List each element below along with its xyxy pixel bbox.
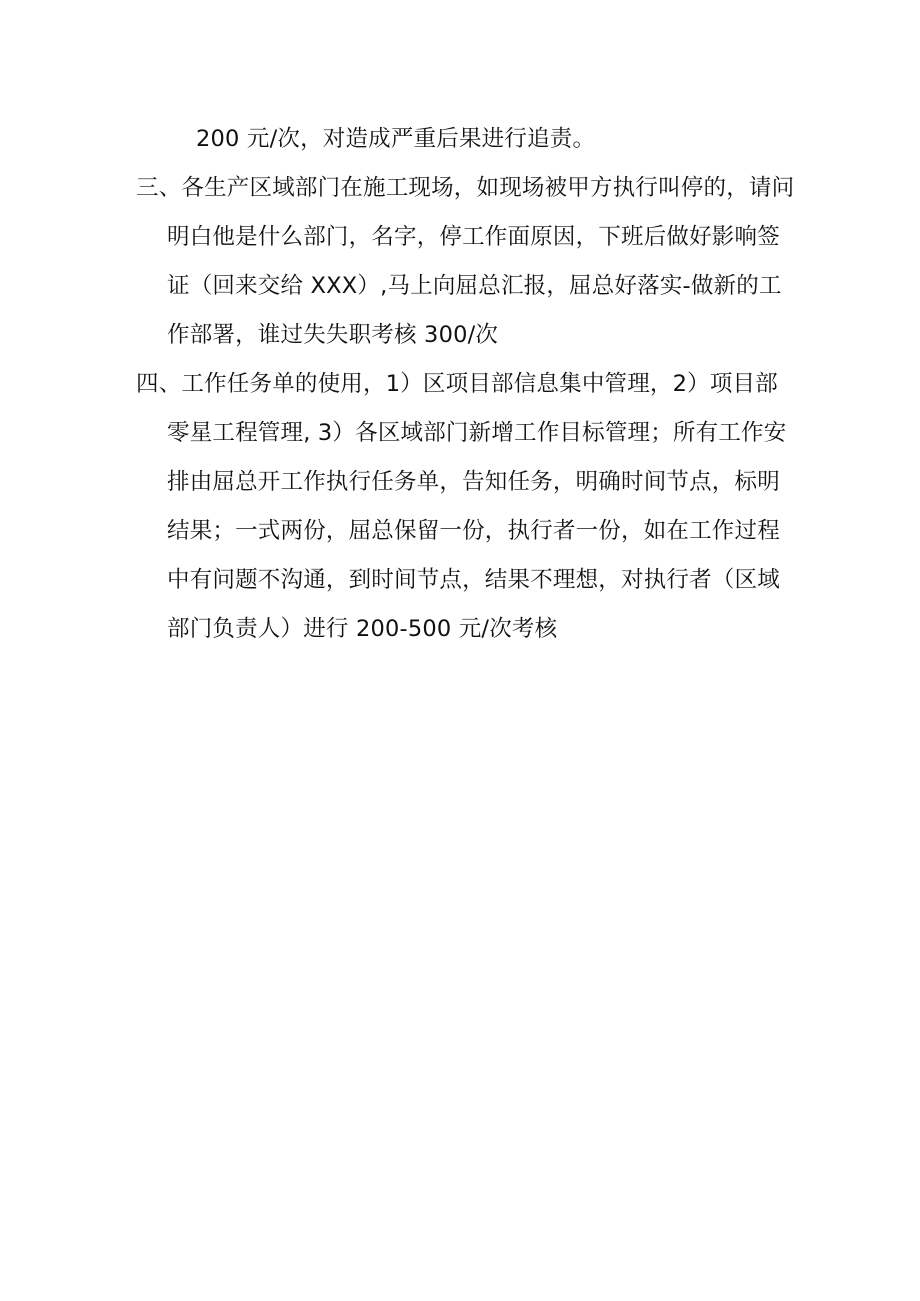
section-4-line-6: 部门负责人）进行 200-500 元/次考核: [167, 616, 558, 642]
section-4-line-1: 四、工作任务单的使用，1）区项目部信息集中管理，2）项目部: [136, 371, 778, 397]
section-3-line-4: 作部署，谁过失失职考核 300/次: [167, 322, 499, 348]
section-3-line-3: 证（回来交给 XXX）,马上向屈总汇报，屈总好落实-做新的工: [167, 273, 782, 299]
section-4-line-2: 零星工程管理, 3）各区域部门新增工作目标管理；所有工作安: [167, 420, 787, 446]
paragraph-2-line-end: 200 元/次，对造成严重后果进行追责。: [196, 126, 596, 152]
section-4-line-4: 结果；一式两份，屈总保留一份，执行者一份，如在工作过程: [167, 518, 780, 544]
section-4-line-3: 排由屈总开工作执行任务单，告知任务，明确时间节点，标明: [167, 469, 780, 495]
section-4-line-5: 中有问题不沟通，到时间节点，结果不理想，对执行者（区域: [167, 567, 780, 593]
section-3-line-1: 三、各生产区域部门在施工现场，如现场被甲方执行叫停的，请问: [136, 175, 795, 201]
section-3-line-2: 明白他是什么部门，名字，停工作面原因，下班后做好影响签: [167, 224, 780, 250]
